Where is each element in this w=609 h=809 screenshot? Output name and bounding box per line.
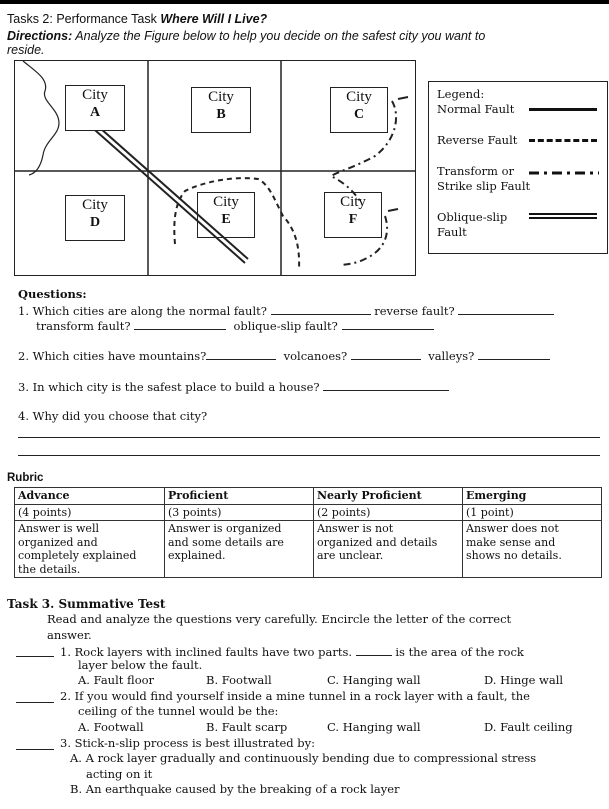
legend-normal: Normal Fault bbox=[437, 102, 515, 116]
answer-line[interactable] bbox=[18, 437, 600, 438]
oblique-fault-line bbox=[529, 213, 597, 219]
city-c: City C bbox=[330, 87, 388, 133]
rubric-points: (1 point) bbox=[463, 504, 602, 521]
legend-transform-1: Transform or bbox=[437, 164, 514, 178]
answer-blank[interactable] bbox=[458, 302, 554, 315]
rubric-header-row bbox=[15, 488, 602, 505]
rubric-points-row bbox=[15, 504, 602, 521]
item-2-cont: ceiling of the tunnel would be the: bbox=[78, 704, 279, 718]
item-3-option-a[interactable]: A. A rock layer gradually and continuously bending due to compressional stress bbox=[70, 751, 537, 765]
answer-blank[interactable] bbox=[16, 656, 54, 657]
answer-line[interactable] bbox=[18, 455, 600, 456]
answer-blank[interactable] bbox=[356, 643, 392, 656]
item-1-cont: layer below the fault. bbox=[78, 658, 203, 672]
legend-transform-2: Strike slip Fault bbox=[437, 179, 531, 193]
answer-blank[interactable] bbox=[351, 347, 421, 360]
answer-blank[interactable] bbox=[206, 347, 276, 360]
directions: Directions: Analyze the Figure below to help you decide on the safest city you want to bbox=[7, 29, 486, 43]
rubric-title: Rubric bbox=[7, 472, 44, 484]
normal-fault-line bbox=[529, 108, 597, 111]
city-f: City F bbox=[324, 192, 382, 238]
answer-blank[interactable] bbox=[16, 749, 54, 750]
rubric-points: (4 points) bbox=[15, 504, 165, 521]
city-e: City E bbox=[197, 192, 255, 238]
answer-blank[interactable] bbox=[134, 317, 226, 330]
item-3: 3. Stick-n-slip process is best illustrated by: bbox=[60, 736, 316, 750]
rubric-points: (2 points) bbox=[314, 504, 463, 521]
rubric-header: Emerging bbox=[463, 488, 602, 505]
task-title: Where Will I Live? bbox=[160, 12, 268, 26]
item-3-option-b[interactable]: B. An earthquake caused by the breaking of a rock layer bbox=[70, 782, 400, 796]
item-1-option-b[interactable]: B. Footwall bbox=[206, 673, 272, 687]
task3-title: Task 3. Summative Test bbox=[7, 597, 166, 611]
rubric-header: Nearly Proficient bbox=[314, 488, 463, 505]
directions-cont: reside. bbox=[7, 43, 45, 57]
rubric-desc: Answer is organized and some details are explained. bbox=[165, 521, 314, 578]
legend-oblique-2: Fault bbox=[437, 225, 467, 239]
rubric-header: Proficient bbox=[165, 488, 314, 505]
item-2-option-d[interactable]: D. Fault ceiling bbox=[484, 720, 573, 734]
item-2-option-b[interactable]: B. Fault scarp bbox=[206, 720, 288, 734]
rubric-table bbox=[14, 487, 602, 578]
item-2: 2. If you would find yourself inside a mine tunnel in a rock layer with a fault, the bbox=[60, 689, 530, 703]
question-1: 1. Which cities are along the normal fault? reverse fault? bbox=[18, 302, 554, 318]
item-3-option-a-cont: acting on it bbox=[86, 767, 153, 781]
transform-fault-line bbox=[529, 170, 599, 176]
item-1-option-d[interactable]: D. Hinge wall bbox=[484, 673, 564, 687]
rubric-desc: Answer is not organized and details are unclear. bbox=[314, 521, 463, 578]
answer-blank[interactable] bbox=[271, 302, 371, 315]
question-3: 3. In which city is the safest place to build a house? bbox=[18, 378, 449, 394]
answer-blank[interactable] bbox=[16, 702, 54, 703]
item-2-option-a[interactable]: A. Footwall bbox=[78, 720, 144, 734]
reverse-fault-line bbox=[529, 139, 597, 142]
task-heading: Tasks 2: Performance Task Where Will I Live? bbox=[7, 12, 268, 26]
answer-blank[interactable] bbox=[478, 347, 550, 360]
rubric-desc: Answer is well organized and completely explained the details. bbox=[15, 521, 165, 578]
legend-oblique-1: Oblique-slip bbox=[437, 210, 508, 224]
city-b: City B bbox=[191, 87, 251, 133]
task3-intro: Read and analyze the questions very carefully. Encircle the letter of the correct bbox=[47, 612, 512, 626]
fault-map bbox=[14, 60, 416, 276]
question-2: 2. Which cities have mountains? volcanoes? valleys? bbox=[18, 347, 550, 363]
question-4: 4. Why did you choose that city? bbox=[18, 409, 208, 423]
answer-blank[interactable] bbox=[342, 317, 434, 330]
rubric-points: (3 points) bbox=[165, 504, 314, 521]
rubric-header: Advance bbox=[15, 488, 165, 505]
item-1-option-c[interactable]: C. Hanging wall bbox=[327, 673, 421, 687]
rubric-desc-row bbox=[15, 521, 602, 578]
questions-heading: Questions: bbox=[18, 287, 87, 301]
city-a: City A bbox=[65, 85, 125, 131]
legend-reverse: Reverse Fault bbox=[437, 133, 518, 147]
item-1-option-a[interactable]: A. Fault floor bbox=[78, 673, 155, 687]
task3-intro-2: answer. bbox=[47, 628, 92, 642]
city-d: City D bbox=[65, 195, 125, 241]
item-2-option-c[interactable]: C. Hanging wall bbox=[327, 720, 421, 734]
map-legend bbox=[428, 81, 608, 254]
answer-blank[interactable] bbox=[323, 378, 449, 391]
top-rule bbox=[0, 0, 609, 4]
rubric-desc: Answer does not make sense and shows no details. bbox=[463, 521, 602, 578]
legend-title: Legend: bbox=[437, 87, 485, 101]
question-1-cont: transform fault? oblique-slip fault? bbox=[36, 317, 434, 333]
item-1: 1. Rock layers with inclined faults have two parts. is the area of the rock bbox=[60, 645, 524, 659]
